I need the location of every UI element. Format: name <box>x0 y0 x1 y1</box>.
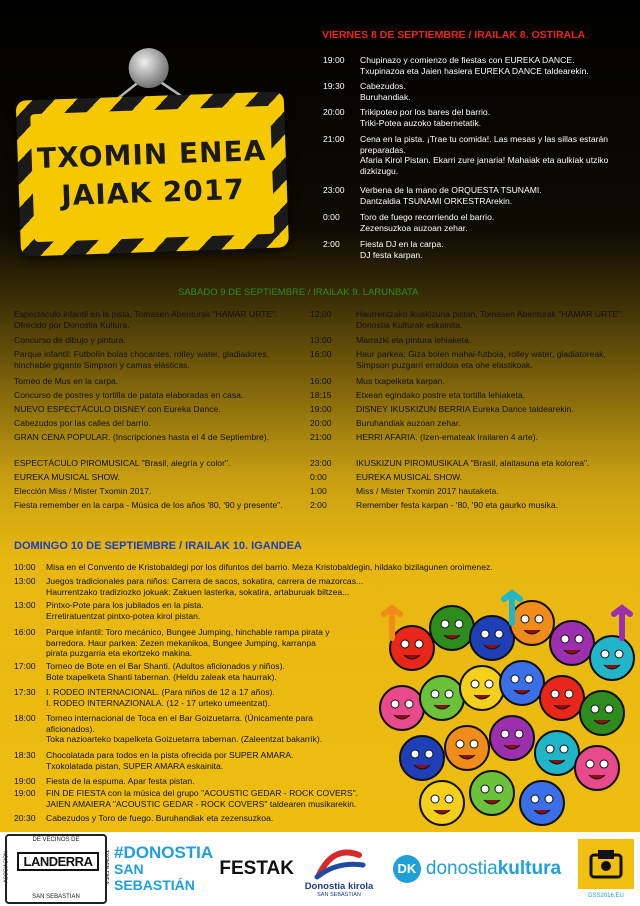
saturday-event-es: Torneo de Mus en la carpa. <box>14 376 119 386</box>
friday-event-eu: Afaria Kirol Pistan. Ekarri zure janaria! Mahaiak eta aulkiak utziko dizkizugu. <box>360 155 609 176</box>
kultura-text-a: donostia <box>425 858 498 879</box>
sunday-event-line: I. RODEO INTERNAZIONALA. (12 - 17 urteko umeentzat). <box>46 697 270 708</box>
sunday-event-line: Bote txapelketa Shanti tabernan. (Heldu zaleak eta haurrak). <box>46 671 277 682</box>
friday-time: 2:00 <box>323 239 340 249</box>
donostia-kirola-logo <box>298 832 380 906</box>
friday-time: 20:00 <box>323 107 345 117</box>
sunday-event-line: barredora. Haur parkea: Zezen mekanikoa, Bungee Jumping, karranpa <box>46 637 316 648</box>
sunday-time: 18:30 <box>14 750 36 760</box>
sunday-time: 17:30 <box>14 687 36 697</box>
kirola-text: Donostia kirola <box>304 880 374 892</box>
landerra-left-text: ASOCIACION <box>3 851 10 883</box>
saturday-event-eu: EUREKA MUSICAL SHOW. <box>356 472 463 482</box>
friday-event-es: Chupinazo y comienzo de fiestas con EUREKA DANCE. <box>360 55 575 65</box>
friday-event <box>360 239 630 260</box>
cartoon-crowd-illustration <box>372 588 640 838</box>
landerra-top-text: DE VECINOS DE <box>32 837 80 843</box>
sunday-event <box>46 713 376 745</box>
sunday-event <box>46 788 376 809</box>
saturday-event-es: Cabezudos por las calles del barrio. <box>14 418 151 428</box>
friday-event <box>360 81 630 102</box>
friday-event-eu: DJ festa karpan. <box>360 249 423 260</box>
saturday-event-eu: Buruhandiak auzoan zehar. <box>356 418 461 428</box>
footer-code: DSS2016.EU <box>588 893 624 899</box>
friday-event <box>360 185 630 206</box>
landerra-right-text: TXOMIN ENEA <box>102 849 109 885</box>
saturday-event-eu: Haurrentzako ikuskizuna pistan, Tomasen Abenturak "HAMAR URTE". Donostia Kulturak eskainita. <box>356 309 624 330</box>
sunday-time: 13:00 <box>14 576 36 586</box>
sunday-event-line: Cabezudos y Toro de fuego. Buruhandiak eta zezensuzkoa. <box>46 813 274 823</box>
hashtag-donostia: #DONOSTIA <box>114 843 214 862</box>
sunday-time: 18:00 <box>14 713 36 723</box>
sunday-event-line: FIN DE FIESTA con la música del grupo "ACOUSTIC GEDAR - ROCK COVERS". <box>46 788 359 798</box>
saturday-title: SABADO 9 DE SEPTIEMBRE / IRAILAK 9. LARUNBATA <box>178 287 419 298</box>
sunday-event-line: Haurrentzako tradiziozko jokuak: Zakuen lasterka, sokatira, artaburuak biltzea... <box>46 586 350 597</box>
kirola-sub-text: SAN SEBASTIÁN <box>317 891 361 898</box>
friday-event <box>360 134 630 176</box>
sunday-event-line: JAIEN AMAIERA "ACOUSTIC GEDAR - ROCK COVERS" taldearen musikarekin. <box>46 798 357 809</box>
friday-event <box>360 212 630 233</box>
sunday-event <box>46 576 376 597</box>
friday-time: 0:00 <box>323 212 340 222</box>
saturday-event-eu: HERRI AFARIA. (Izen-emateak Irailaren 4 arte). <box>356 432 538 442</box>
event-sign <box>15 65 289 262</box>
saturday-time: 2:00 <box>310 500 327 510</box>
landerra-logo <box>4 832 108 906</box>
friday-event-es: Cena en la pista. ¡Trae tu comida!. Las mesas y las sillas estarán preparadas. <box>360 134 609 155</box>
sunday-time: 19:00 <box>14 776 36 786</box>
saturday-time: 13:00 <box>310 335 332 345</box>
sponsors-footer <box>0 832 640 906</box>
sunday-time: 16:00 <box>14 627 36 637</box>
sunday-event <box>46 687 376 708</box>
sunday-title: DOMINGO 10 DE SEPTIEMBRE / IRAILAK 10. IGANDEA <box>14 540 302 552</box>
sunday-event-line: Misa en el Convento de Kristobaldegi por los difuntos del barrio. Meza Kristobaldegin, hildako bizilagunen oroimenez. <box>46 562 493 572</box>
sunday-event-line: I. RODEO INTERNACIONAL. (Para niños de 12 a 17 años). <box>46 687 275 697</box>
saturday-time: 19:00 <box>310 404 332 414</box>
saturday-time: 0:00 <box>310 472 327 482</box>
festak-logo <box>114 832 294 906</box>
friday-event <box>360 55 630 76</box>
kultura-text-b: kultura <box>497 858 562 879</box>
saturday-event-eu: Remember festa karpan - '80, '90 eta gaurko musika. <box>356 500 558 510</box>
saturday-event-es: EUREKA MUSICAL SHOW. <box>14 472 121 482</box>
saturday-event-es: ESPECTÁCULO PIROMUSICAL "Brasil, alegría y color". <box>14 458 231 468</box>
saturday-event-eu: IKUSKIZUN PIROMUSIKALA "Brasil, alaitasuna eta kolorea". <box>356 458 590 468</box>
saturday-event-es: NUEVO ESPECTÁCULO DISNEY con Eureka Dance. <box>14 404 221 414</box>
sunday-time: 20:30 <box>14 813 36 823</box>
hashtag-san-sebastian: SAN SEBASTIÁN <box>114 861 195 893</box>
sunday-time: 19:00 <box>14 788 36 798</box>
city-emblem-logo <box>576 832 636 906</box>
friday-event-eu: Dantzaldia TSUNAMI ORKESTRArekin. <box>360 195 513 206</box>
sunday-event-line: Chocolatada para todos en la pista ofrecida por SUPER AMARA. <box>46 750 294 760</box>
sunday-event-line: Torneo de Bote en el Bar Shanti. (Adultos aficionados y niños). <box>46 661 285 671</box>
sunday-event-line: Fiesta de la espuma. Apar festa pistan. <box>46 776 195 786</box>
donostia-kultura-logo <box>386 832 568 906</box>
sunday-event-line: Toka nazioarteko txapelketa Goizuetarra tabernan. (Zaleentzat bakarrik). <box>46 734 323 744</box>
sunday-time: 10:00 <box>14 562 36 572</box>
sunday-event-line: Juegos tradicionales para niños: Carrera de sacos, sokatira, carrera de mazorcas... <box>46 576 364 586</box>
saturday-time: 16:00 <box>310 376 332 386</box>
saturday-time: 21:00 <box>310 432 332 442</box>
sunday-event-line: Txokolatada pistan, SUPER AMARA eskainita. <box>46 760 224 771</box>
sunday-event <box>46 813 376 824</box>
saturday-event-eu: Etxean egindako postre eta tortilla lehiaketa. <box>356 390 526 400</box>
sunday-event <box>46 776 376 787</box>
sunday-event <box>46 750 376 771</box>
sign-title-line2: JAIAK 2017 <box>60 172 246 213</box>
festak-text: FESTAK <box>219 858 294 879</box>
friday-event-es: Fiesta DJ en la carpa. <box>360 239 444 249</box>
friday-event-eu: Txupinazoa eta Jaien hasiera EUREKA DANCE taldearekin. <box>360 65 589 76</box>
sunday-event-line: Erretiratuentzat pintxo-potea kirol pistan. <box>46 610 201 621</box>
saturday-event-es: GRAN CENA POPULAR. (Inscripciones hasta el 4 de Septiembre). <box>14 432 270 442</box>
sunday-event-line: pirata puzgarria eta ekortzeko makina. <box>46 648 193 658</box>
friday-time: 19:30 <box>323 81 345 91</box>
saturday-time: 20:00 <box>310 418 332 428</box>
friday-event <box>360 107 630 128</box>
friday-title: VIERNES 8 DE SEPTIEMBRE / IRAILAK 8. OSTIRALA <box>322 29 586 41</box>
sunday-event <box>46 600 376 621</box>
sunday-event <box>46 627 376 659</box>
saturday-event-eu: Miss / Mister Txomin 2017 hautaketa. <box>356 486 499 496</box>
friday-time: 19:00 <box>323 55 345 65</box>
sunday-time: 17:00 <box>14 661 36 671</box>
landerra-bottom-text: SAN SEBASTIAN <box>32 894 80 900</box>
saturday-time: 1:00 <box>310 486 327 496</box>
sunday-event <box>46 661 376 682</box>
saturday-event-es: Concurso de dibujo y pintura. <box>14 335 126 345</box>
sunday-event-line: Parque infantil: Toro mecánico, Bungee Jumping, hinchable rampa pirata y <box>46 627 330 637</box>
landerra-name: LANDERRA <box>17 852 99 871</box>
saturday-event-es: Fiesta remember en la carpa - Música de los años '80, '90 y presente". <box>14 500 283 510</box>
dk-circle-icon: DK <box>393 855 421 883</box>
saturday-event-es: Parque infantil: Futbolín bolas chocantes, rolley water, gladiadores, hinchable gigante Simpson y camas elásticas. <box>14 349 270 370</box>
sign-title-line1: TXOMIN ENEA <box>36 134 267 175</box>
friday-time: 21:00 <box>323 134 345 144</box>
saturday-event-es: Concurso de postres y tortilla de patata elaboradas en casa. <box>14 390 244 400</box>
saturday-event-es: Espectáculo infantil en la pista, Tomasen Abenturak "HAMAR URTE". Ofrecido por Donostia Kultura. <box>14 309 278 330</box>
sunday-event-line: aficionados). <box>46 723 95 734</box>
saturday-time: 18:15 <box>310 390 332 400</box>
friday-event-eu: Triki-Potea auzoko tabernetatik. <box>360 117 482 128</box>
saturday-time: 12:00 <box>310 309 332 319</box>
saturday-event-eu: Mus txapelketa karpan. <box>356 376 445 386</box>
friday-event-es: Cabezudos. <box>360 81 406 91</box>
kirola-swoosh-icon <box>309 841 369 881</box>
friday-event-eu: Buruhandiak. <box>360 91 411 102</box>
saturday-time: 16:00 <box>310 349 332 359</box>
sign-panel <box>30 106 274 242</box>
sunday-event <box>46 562 616 573</box>
sunday-time: 13:00 <box>14 600 36 610</box>
friday-event-es: Toro de fuego recorriendo el barrio. <box>360 212 495 222</box>
saturday-time: 23:00 <box>310 458 332 468</box>
saturday-event-eu: DISNEY IKUSKIZUN BERRIA Eureka Dance taldearekin. <box>356 404 574 414</box>
friday-event-es: Verbena de la mano de ORQUESTA TSUNAMI. <box>360 185 542 195</box>
emblem-icon <box>578 839 634 889</box>
saturday-event-eu: Haur parkea: Giza bolen mahai-futbola, rolley water, gladiatoreak, Simpson puzgarri erraldoia eta ohe elastikoak. <box>356 349 606 370</box>
friday-event-es: Trikipoteo por los bares del barrio. <box>360 107 491 117</box>
sunday-event-line: Torneo internacional de Toca en el Bar Goizuetarra. (Únicamente para <box>46 713 313 723</box>
sunday-event-line: Pintxo-Pote para los jubilados en la pista. <box>46 600 204 610</box>
saturday-event-eu: Marrazki eta pintura lehiaketa. <box>356 335 472 345</box>
friday-event-eu: Zezensuzkoa auzoan zehar. <box>360 222 468 233</box>
friday-time: 23:00 <box>323 185 345 195</box>
saturday-event-es: Elección Miss / Mister Txomin 2017. <box>14 486 152 496</box>
